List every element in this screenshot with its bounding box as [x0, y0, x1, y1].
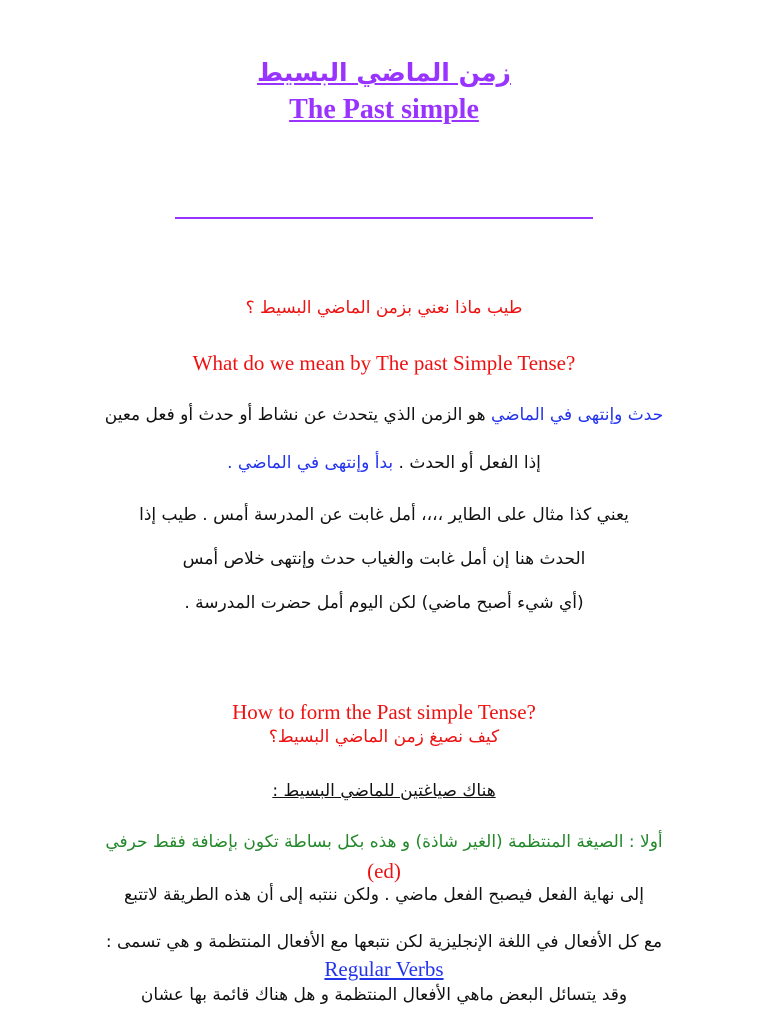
divider-line	[175, 217, 593, 219]
first-form-line-3: مع كل الأفعال في اللغة الإنجليزية لكن نتبعها مع الأفعال المنتظمة و هي تسمى :	[105, 932, 663, 952]
definition-highlight-2: بدأ وإنتهى في الماضي	[237, 453, 394, 473]
title-arabic: زمن الماضي البسيط	[257, 58, 511, 87]
example-line-3: (أي شيء أصبح ماضي) لكن اليوم أمل حضرت المدرسة .	[184, 593, 584, 613]
question-arabic: طيب ماذا نعني بزمن الماضي البسيط ؟	[245, 298, 523, 318]
form-question-arabic: كيف نصيغ زمن الماضي البسيط؟	[268, 727, 500, 747]
definition-text-1: هو الزمن الذي يتحدث عن نشاط أو حدث أو فعل معين	[104, 405, 486, 425]
first-form-line-2: إلى نهاية الفعل فيصبح الفعل ماضي . ولكن ننتبه إلى أن هذه الطريقة لاتتبع	[124, 885, 644, 905]
two-forms-heading: هناك صياغتين للماضي البسيط :	[272, 781, 496, 801]
first-form-line-4: وقد يتسائل البعض ماهي الأفعال المنتظمة و هل هناك قائمة بها عشان	[140, 985, 628, 1005]
title-english: The Past simple	[289, 94, 479, 125]
ed-suffix: (ed)	[367, 859, 401, 883]
form-question-english: How to form the Past simple Tense?	[232, 700, 536, 724]
definition-text-2: إذا الفعل أو الحدث .	[398, 453, 541, 473]
definition-line-2: إذا الفعل أو الحدث . بدأ وإنتهى في الماضي .	[227, 453, 541, 473]
first-form-line-1: أولا : الصيغة المنتظمة (الغير شاذة) و هذه بكل بساطة تكون بإضافة فقط حرفي	[105, 832, 663, 852]
regular-verbs-label: Regular Verbs	[324, 957, 444, 981]
example-line-2: الحدث هنا إن أمل غابت والغياب حدث وإنتهى خلاص أمس	[182, 549, 586, 569]
definition-highlight-1: حدث وإنتهى في الماضي	[490, 405, 664, 425]
question-english: What do we mean by The past Simple Tense?	[192, 351, 576, 375]
example-line-1: يعني كذا مثال على الطاير ،،،، أمل غابت عن المدرسة أمس . طيب إذا	[139, 505, 629, 525]
definition-line-1	[0, 405, 768, 425]
